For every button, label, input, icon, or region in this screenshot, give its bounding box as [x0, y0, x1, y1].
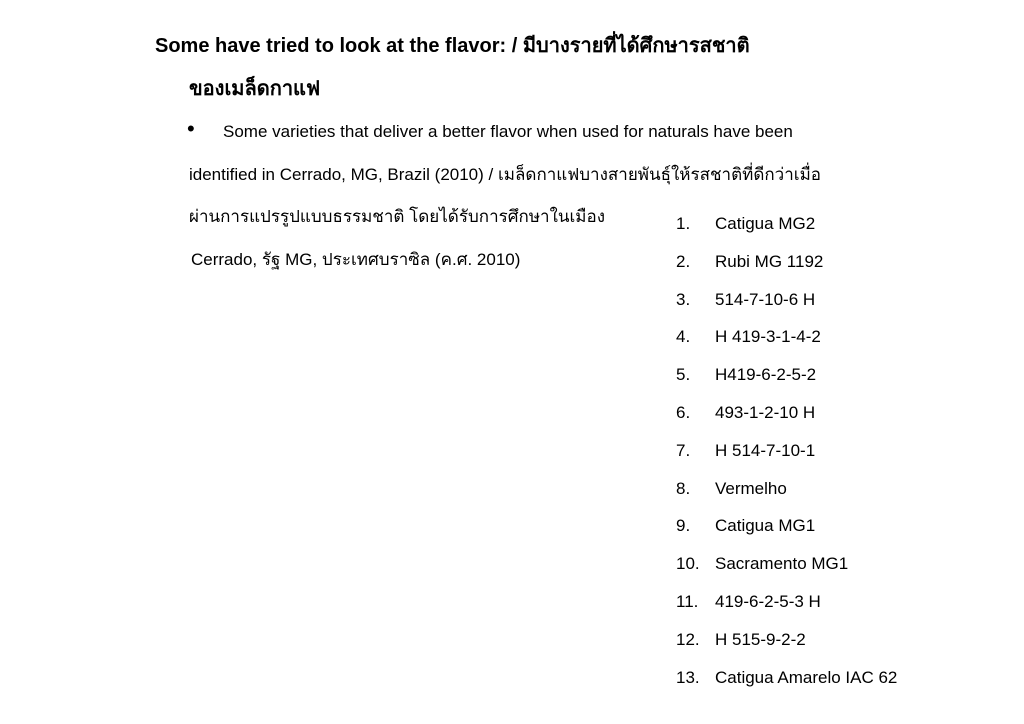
list-item	[676, 515, 897, 553]
list-item	[676, 326, 897, 364]
list-item-number: 3.	[676, 289, 691, 309]
list-item	[676, 591, 897, 629]
bullet-text-line-3: ผ่านการแปรรูปแบบธรรมชาติ โดยได้รับการศึกษาในเมือง	[189, 207, 606, 226]
list-item	[676, 478, 897, 516]
list-item	[676, 553, 897, 591]
bullet-text-line-1: Some varieties that deliver a better flavor when used for naturals have been	[223, 122, 793, 141]
variety-list	[676, 213, 897, 704]
list-item-name: H419-6-2-5-2	[715, 365, 817, 385]
list-item-number: 5.	[676, 365, 691, 385]
list-item-number: 9.	[676, 516, 691, 536]
list-item	[676, 629, 897, 667]
list-item	[676, 289, 897, 327]
list-item-number: 10.	[676, 554, 700, 574]
bullet-text-line-2: identified in Cerrado, MG, Brazil (2010) / เมล็ดกาแฟบางสายพันธุ์ให้รสชาติที่ดีกว่าเมื่อ	[189, 165, 821, 184]
list-item-name: Vermelho	[715, 478, 787, 498]
list-item-number: 8.	[676, 478, 691, 498]
list-item	[676, 364, 897, 402]
bullet-icon: •	[187, 116, 195, 141]
list-item-name: Catigua MG2	[715, 214, 816, 233]
list-item	[676, 213, 897, 251]
list-item-name: H 515-9-2-2	[715, 629, 806, 649]
slide-heading-continuation: ของเมล็ดกาแฟ	[189, 78, 321, 100]
list-item-number: 7.	[676, 440, 691, 460]
list-item-name: H 514-7-10-1	[715, 440, 816, 460]
slide-heading: Some have tried to look at the flavor: / มีบางรายที่ได้ศึกษารสชาติ	[155, 35, 750, 57]
list-item-number: 1.	[676, 214, 691, 233]
list-item-number: 6.	[676, 402, 691, 422]
list-item-number: 11.	[676, 591, 699, 611]
list-item-name: 493-1-2-10 H	[715, 402, 816, 422]
list-item-number: 12.	[676, 629, 700, 649]
list-item-name: 514-7-10-6 H	[715, 289, 816, 309]
list-item	[676, 402, 897, 440]
list-item-name: Catigua Amarelo IAC 62	[715, 667, 898, 687]
list-item	[676, 667, 897, 705]
list-item-name: Rubi MG 1192	[715, 251, 824, 271]
list-item	[676, 440, 897, 478]
bullet-text-line-4: Cerrado, รัฐ MG, ประเทศบราซิล (ค.ศ. 2010)	[191, 250, 521, 269]
list-item-name: Catigua MG1	[715, 516, 816, 536]
list-item-name: Sacramento MG1	[715, 554, 849, 574]
list-item-number: 4.	[676, 327, 691, 347]
list-item-number: 2.	[676, 251, 691, 271]
list-item-name: H 419-3-1-4-2	[715, 327, 821, 347]
list-item	[676, 251, 897, 289]
list-item-name: 419-6-2-5-3 H	[715, 591, 821, 611]
list-item-number: 13.	[676, 667, 700, 687]
